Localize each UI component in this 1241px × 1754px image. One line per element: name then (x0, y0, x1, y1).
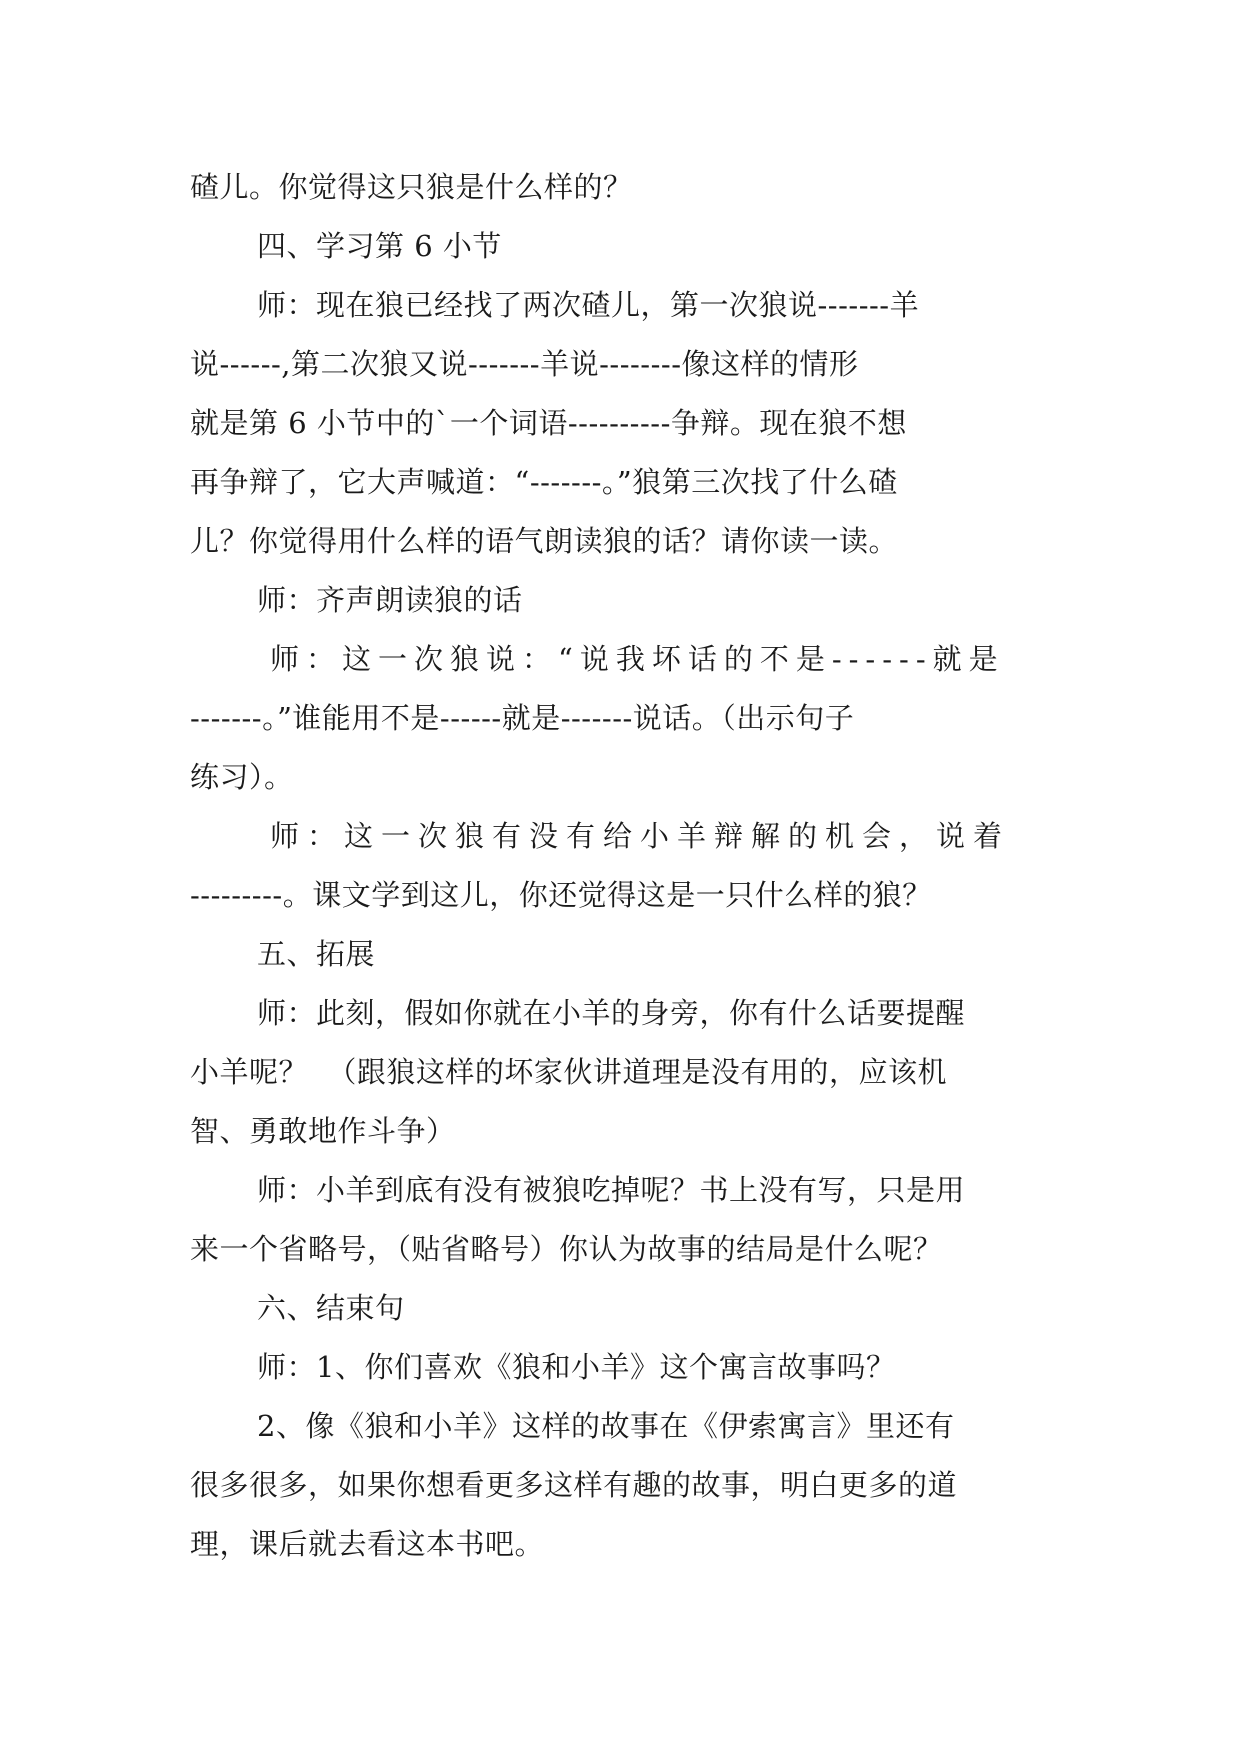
text-line: 理，课后就去看这本书吧。 (190, 1527, 545, 1561)
text-line: 碴儿。你觉得这只狼是什么样的？ (190, 170, 633, 204)
text-line: -------。”谁能用不是------就是-------说话。（出示句子 (190, 701, 855, 735)
text-line: 就是第 6 小节中的`一个词语----------争辩。现在狼不想 (190, 406, 907, 440)
section-heading: 五、拓展 (257, 937, 376, 971)
text-line: 说------,第二次狼又说-------羊说--------像这样的情形 (190, 347, 859, 381)
text-line: 很多很多，如果你想看更多这样有趣的故事，明白更多的道 (190, 1468, 958, 1502)
section-heading: 六、结束句 (257, 1291, 405, 1325)
text-line: 2、像《狼和小羊》这样的故事在《伊索寓言》里还有 (257, 1409, 955, 1443)
text-line: ---------。课文学到这儿，你还觉得这是一只什么样的狼？ (190, 878, 932, 912)
text-line: 师：此刻，假如你就在小羊的身旁，你有什么话要提醒 (257, 996, 966, 1030)
text-line: 师：这一次狼有没有给小羊辩解的机会，说着 (270, 819, 1011, 853)
text-line: 师：现在狼已经找了两次碴儿，第一次狼说-------羊 (257, 288, 920, 322)
text-line: 来一个省略号，（贴省略号）你认为故事的结局是什么呢？ (190, 1232, 943, 1266)
text-line: 师：1、你们喜欢《狼和小羊》这个寓言故事吗？ (257, 1350, 896, 1384)
text-line: 再争辩了，它大声喊道：“-------。”狼第三次找了什么碴 (190, 465, 898, 499)
text-line: 儿？你觉得用什么样的语气朗读狼的话？请你读一读。 (190, 524, 899, 558)
text-line: 师：齐声朗读狼的话 (257, 583, 523, 617)
text-line: 师：小羊到底有没有被狼吃掉呢？书上没有写，只是用 (257, 1173, 966, 1207)
text-line: 练习）。 (190, 760, 294, 794)
body-text (190, 158, 1050, 1574)
text-line: 智、勇敢地作斗争） (190, 1114, 456, 1148)
text-line: 小羊呢？ （跟狼这样的坏家伙讲道理是没有用的，应该机 (190, 1055, 947, 1089)
section-heading: 四、学习第 6 小节 (257, 229, 502, 263)
text-line: 师：这一次狼说：“说我坏话的不是------就是 (270, 642, 1005, 676)
